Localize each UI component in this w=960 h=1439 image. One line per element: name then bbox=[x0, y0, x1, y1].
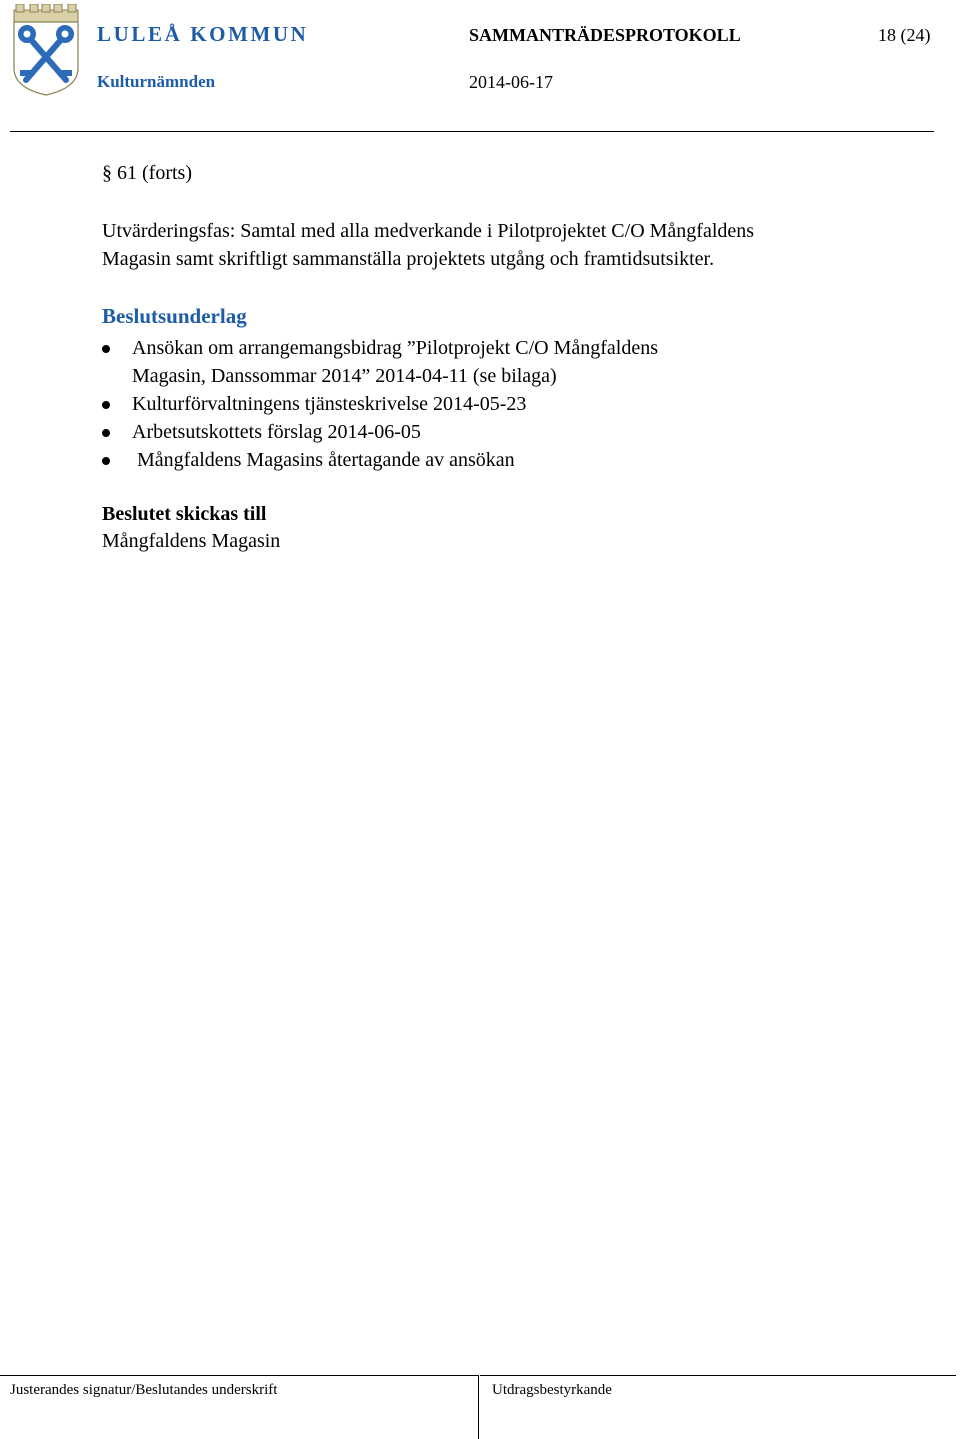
body-line: Magasin samt skriftligt sammanställa projektets utgång och framtidsutsikter. bbox=[102, 248, 715, 270]
bullet-icon bbox=[102, 401, 110, 409]
body-paragraph bbox=[102, 217, 902, 273]
list-item-text: Ansökan om arrangemangsbidrag ”Pilotprojekt C/O Mångfaldens bbox=[132, 337, 658, 359]
document-type: SAMMANTRÄDESPROTOKOLL bbox=[469, 25, 741, 45]
footer-divider bbox=[480, 1375, 956, 1376]
list-item-text: Kulturförvaltningens tjänsteskrivelse 2014-05-23 bbox=[132, 393, 527, 415]
list-item bbox=[100, 334, 658, 390]
section-heading: § 61 (forts) bbox=[102, 162, 192, 184]
recipient: Mångfaldens Magasin bbox=[102, 530, 281, 552]
bullet-icon bbox=[102, 345, 110, 353]
list-item-text: Mångfaldens Magasins återtagande av ansökan bbox=[132, 449, 515, 471]
bullet-icon bbox=[102, 429, 110, 437]
certification-label: Utdragsbestyrkande bbox=[492, 1382, 612, 1398]
organization-name: LULEÅ KOMMUN bbox=[97, 22, 309, 46]
basis-list bbox=[100, 334, 658, 474]
sent-to-heading: Beslutet skickas till bbox=[102, 503, 267, 525]
footer-divider bbox=[0, 1375, 478, 1376]
list-item-text: Magasin, Danssommar 2014” 2014-04-11 (se bilaga) bbox=[132, 365, 557, 387]
page-number: 18 (24) bbox=[878, 25, 931, 45]
committee-name: Kulturnämnden bbox=[97, 72, 216, 91]
list-item bbox=[100, 446, 658, 474]
list-item bbox=[100, 418, 658, 446]
body-line: Utvärderingsfas: Samtal med alla medverkande i Pilotprojektet C/O Mångfaldens bbox=[102, 220, 755, 242]
coat-of-arms-icon bbox=[12, 4, 80, 96]
basis-heading: Beslutsunderlag bbox=[102, 304, 247, 328]
bullet-icon bbox=[102, 457, 110, 465]
header-divider bbox=[10, 131, 934, 132]
signature-label: Justerandes signatur/Beslutandes underskrift bbox=[10, 1382, 278, 1398]
footer-column-divider bbox=[478, 1375, 479, 1439]
list-item bbox=[100, 390, 658, 418]
list-item-text: Arbetsutskottets förslag 2014-06-05 bbox=[132, 421, 421, 443]
meeting-date: 2014-06-17 bbox=[469, 72, 553, 92]
